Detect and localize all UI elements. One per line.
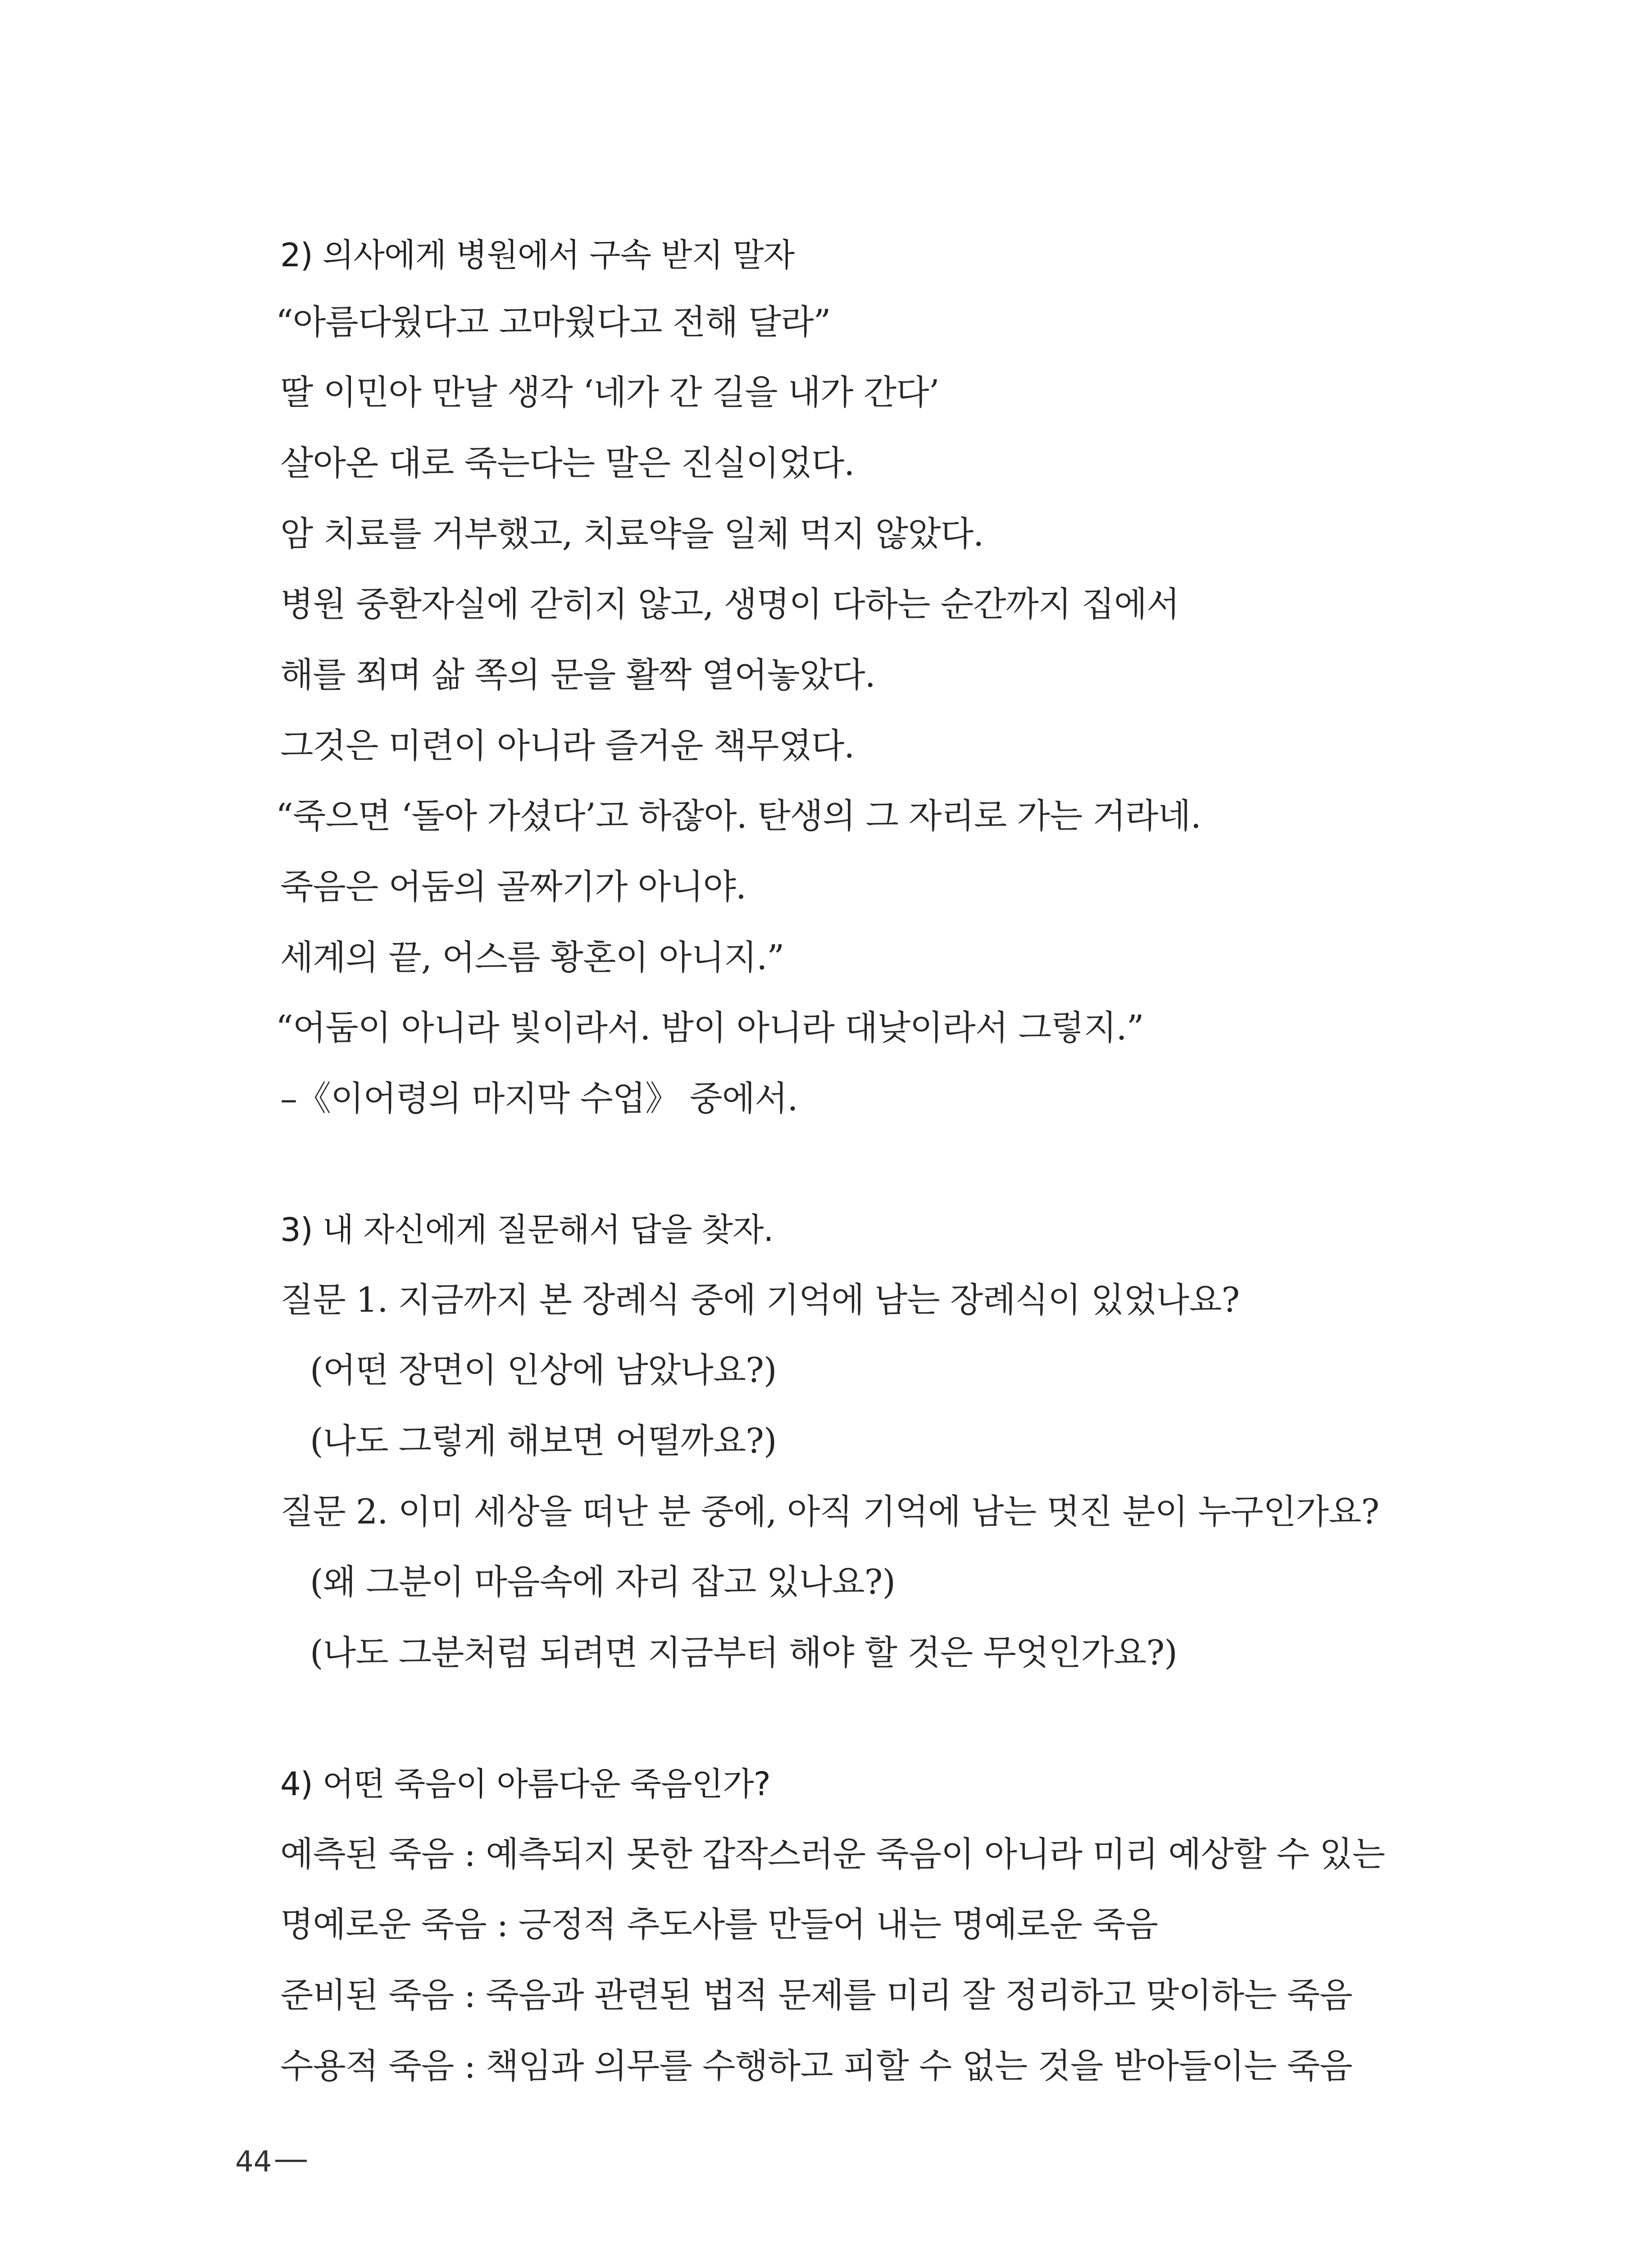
text-line: 병원 중환자실에 갇히지 않고, 생명이 다하는 순간까지 집에서 bbox=[280, 584, 1179, 624]
section-heading-4: 4) 어떤 죽음이 아름다운 죽음인가? bbox=[280, 1765, 770, 1803]
question-line: 질문 1. 지금까지 본 장례식 중에 기억에 남는 장례식이 있었나요? bbox=[280, 1280, 1240, 1320]
citation-line: –《이어령의 마지막 수업》 중에서. bbox=[280, 1078, 798, 1118]
sub-question-line: (어떤 장면이 인상에 남았나요?) bbox=[310, 1350, 777, 1390]
page-number-text: 44 bbox=[235, 2145, 272, 2179]
sub-question-line: (왜 그분이 마음속에 자리 잡고 있나요?) bbox=[310, 1562, 896, 1602]
text-line: 암 치료를 거부했고, 치료약을 일체 먹지 않았다. bbox=[280, 514, 984, 554]
sub-question-line: (나도 그분처럼 되려면 지금부터 해야 할 것은 무엇인가요?) bbox=[310, 1633, 1177, 1673]
definition-line: 수용적 죽음 : 책임과 의무를 수행하고 피할 수 없는 것을 받아들이는 죽음 bbox=[280, 2046, 1352, 2086]
definition-line: 예측된 죽음 : 예측되지 못한 갑작스러운 죽음이 아니라 미리 예상할 수 있는 bbox=[280, 1834, 1385, 1874]
text-line: “어둠이 아니라 빛이라서. 밤이 아니라 대낮이라서 그렇지.” bbox=[276, 1008, 1144, 1048]
text-line: “아름다웠다고 고마웠다고 전해 달라” bbox=[276, 302, 831, 342]
text-line: 해를 쬐며 삶 쪽의 문을 활짝 열어놓았다. bbox=[280, 655, 875, 695]
text-line: 살아온 대로 죽는다는 말은 진실이었다. bbox=[280, 443, 855, 483]
section-heading-3: 3) 내 자신에게 질문해서 답을 찾자. bbox=[280, 1211, 774, 1249]
page-number bbox=[235, 2145, 307, 2179]
text-line: “죽으면 ‘돌아 가셨다’고 하잖아. 탄생의 그 자리로 가는 거라네. bbox=[276, 796, 1201, 836]
section-heading-2: 2) 의사에게 병원에서 구속 받지 말자 bbox=[280, 236, 795, 274]
text-line: 딸 이민아 만날 생각 ‘네가 간 길을 내가 간다’ bbox=[280, 372, 939, 412]
text-line: 세계의 끝, 어스름 황혼이 아니지.” bbox=[280, 937, 784, 977]
question-line: 질문 2. 이미 세상을 떠난 분 중에, 아직 기억에 남는 멋진 분이 누구인가요? bbox=[280, 1491, 1379, 1532]
text-line: 죽음은 어둠의 골짜기가 아니야. bbox=[280, 867, 746, 907]
definition-line: 명예로운 죽음 : 긍정적 추도사를 만들어 내는 명예로운 죽음 bbox=[280, 1904, 1158, 1944]
sub-question-line: (나도 그렇게 해보면 어떨까요?) bbox=[310, 1421, 777, 1461]
definition-line: 준비된 죽음 : 죽음과 관련된 법적 문제를 미리 잘 정리하고 맞이하는 죽음 bbox=[280, 1975, 1352, 2015]
text-line: 그것은 미련이 아니라 즐거운 책무였다. bbox=[280, 725, 855, 766]
page-number-dash bbox=[275, 2160, 307, 2162]
